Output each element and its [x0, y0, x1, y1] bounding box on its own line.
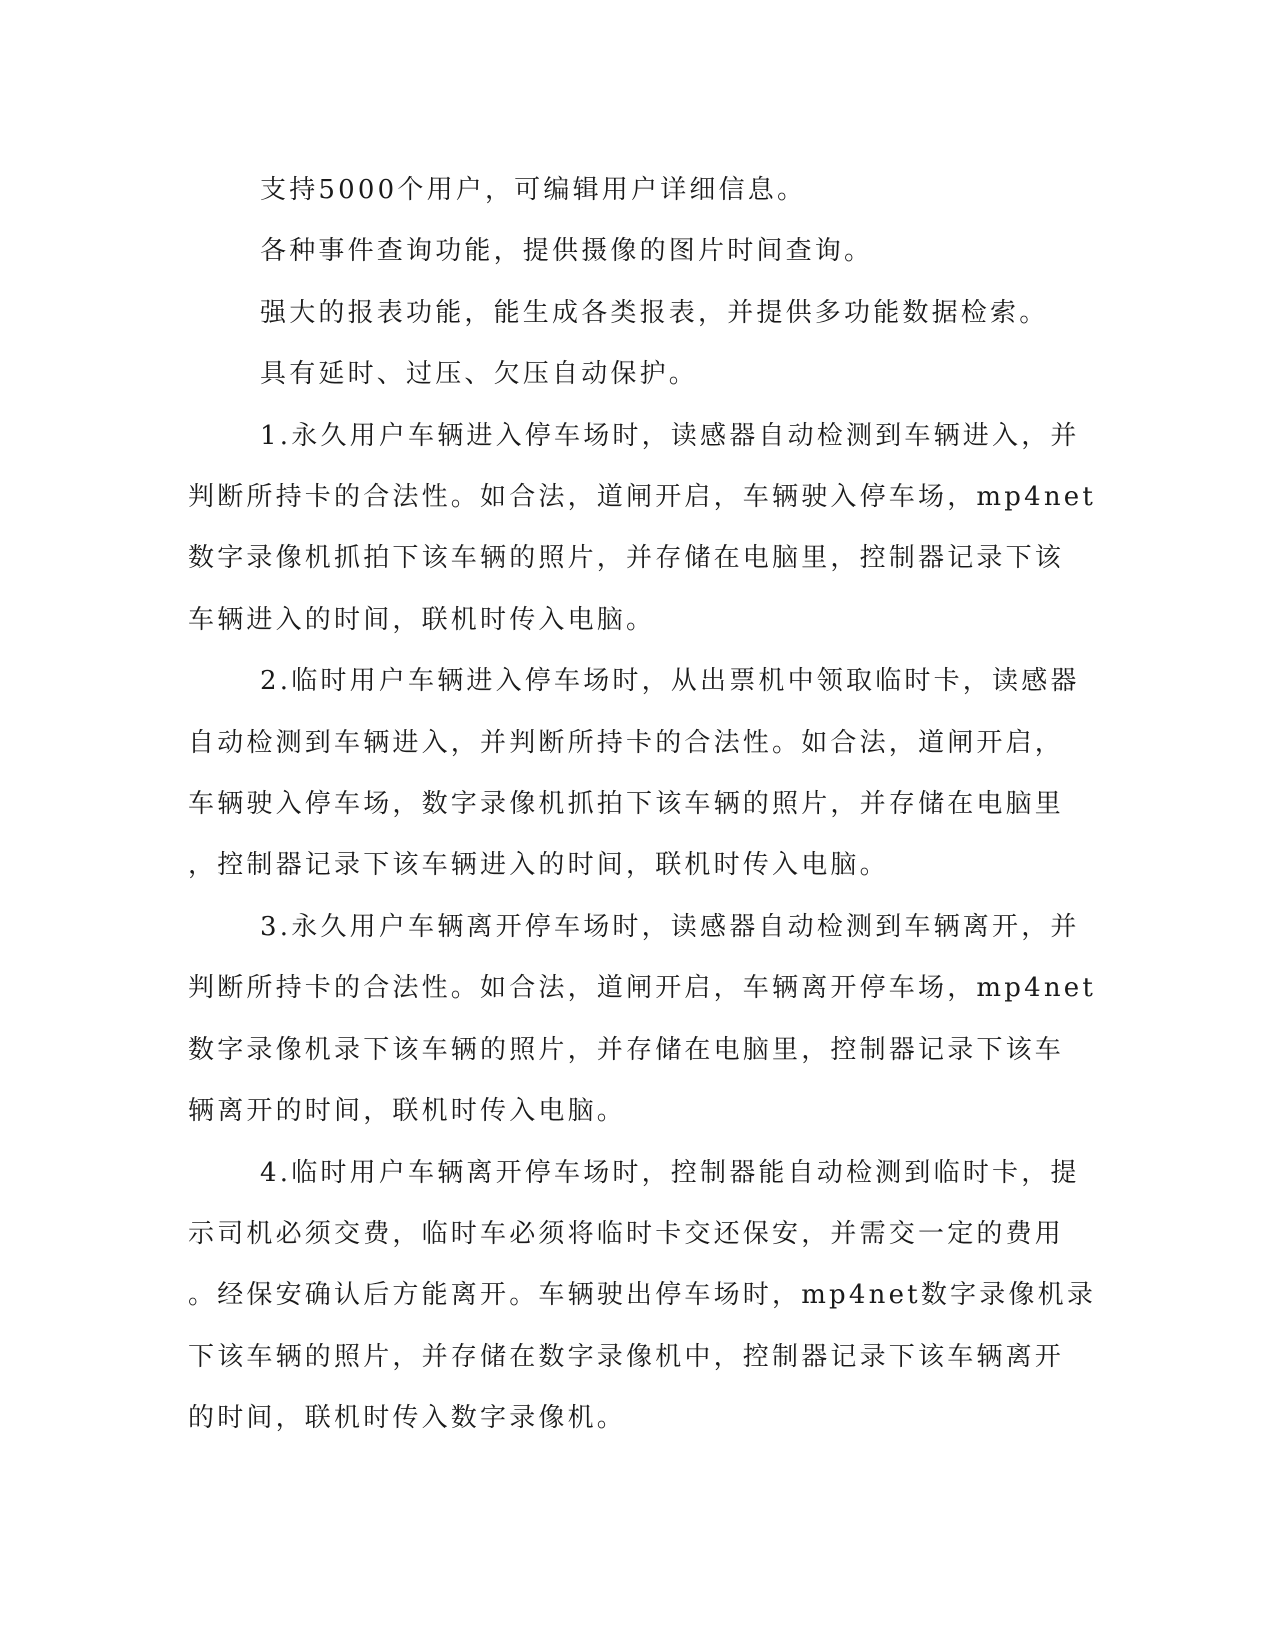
- paragraph-user-capacity: [188, 160, 1068, 221]
- paragraph-permanent-exit: [188, 897, 1097, 1143]
- paragraph-permanent-entry: [188, 406, 1097, 652]
- text-line: 示司机必须交费，临时车必须将临时卡交还保安，并需交一定的费用: [188, 1218, 1065, 1249]
- text-line: 下该车辆的照片，并存储在数字录像机中，控制器记录下该车辆离开: [188, 1341, 1065, 1372]
- text-line: 数字录像机录下该车辆的照片，并存储在电脑里，控制器记录下该车: [188, 1034, 1065, 1065]
- text-line: 4.临时用户车辆离开停车场时，控制器能自动检测到临时卡，提: [260, 1157, 1080, 1188]
- text-line: 数字录像机抓拍下该车辆的照片，并存储在电脑里，控制器记录下该: [188, 543, 1065, 574]
- text-line: 车辆进入的时间，联机时传入电脑。: [188, 604, 656, 635]
- text-line: 的时间，联机时传入数字录像机。: [188, 1403, 627, 1434]
- document-body: [188, 160, 1097, 1450]
- text-line: ，控制器记录下该车辆进入的时间，联机时传入电脑。: [188, 850, 889, 881]
- text-line: 具有延时、过压、欠压自动保护。: [260, 359, 699, 390]
- paragraph-temporary-exit: [188, 1143, 1097, 1450]
- text-line: 车辆驶入停车场，数字录像机抓拍下该车辆的照片，并存储在电脑里: [188, 789, 1065, 820]
- text-line: 支持5000个用户，可编辑用户详细信息。: [260, 175, 807, 205]
- paragraph-temporary-entry: [188, 651, 1080, 897]
- text-line: 2.临时用户车辆进入停车场时，从出票机中领取临时卡，读感器: [260, 666, 1080, 697]
- paragraph-report-function: [188, 283, 1068, 344]
- text-line: 3.永久用户车辆离开停车场时，读感器自动检测到车辆离开，并: [260, 911, 1080, 942]
- text-line: 。经保安确认后方能离开。车辆驶出停车场时，mp4net数字录像机录: [188, 1280, 1097, 1311]
- text-line: 1.永久用户车辆进入停车场时，读感器自动检测到车辆进入，并: [260, 420, 1080, 451]
- text-line: 辆离开的时间，联机时传入电脑。: [188, 1096, 627, 1127]
- text-line: 强大的报表功能，能生成各类报表，并提供多功能数据检索。: [260, 297, 1049, 328]
- text-line: 各种事件查询功能，提供摄像的图片时间查询。: [260, 236, 874, 267]
- paragraph-auto-protection: [188, 344, 1068, 405]
- text-line: 判断所持卡的合法性。如合法，道闸开启，车辆驶入停车场，mp4net: [188, 482, 1097, 513]
- text-line: 判断所持卡的合法性。如合法，道闸开启，车辆离开停车场，mp4net: [188, 973, 1097, 1004]
- paragraph-event-query: [188, 221, 1068, 282]
- text-line: 自动检测到车辆进入，并判断所持卡的合法性。如合法，道闸开启，: [188, 727, 1065, 758]
